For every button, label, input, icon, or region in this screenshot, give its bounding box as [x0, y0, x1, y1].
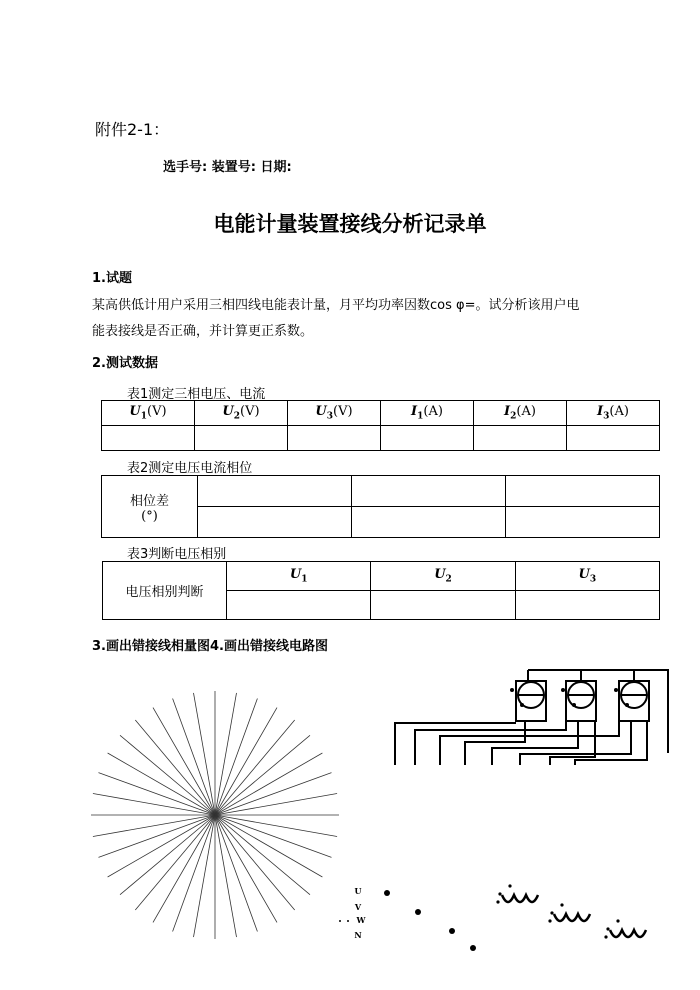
header-u1: $U_1(V)$ — [102, 401, 195, 426]
section-heading-test-data: 2.测试数据 — [92, 356, 158, 371]
wiring-diagram — [385, 660, 685, 780]
terminal-dot — [339, 920, 341, 922]
table1-caption: 表1测定三相电压、电流 — [127, 387, 266, 402]
terminal-markers — [330, 880, 660, 960]
header-i3: $I_3(A)$ — [567, 401, 660, 426]
table-voltage-current — [101, 400, 660, 451]
input-cell[interactable] — [102, 426, 195, 451]
phasor-diagram — [85, 680, 345, 950]
table-voltage-phase — [102, 561, 660, 620]
terminal-dot — [625, 703, 629, 707]
wire — [550, 721, 595, 765]
label-u: U — [354, 886, 362, 896]
header-i2: $I_2(A)$ — [474, 401, 567, 426]
label-v: V — [354, 902, 362, 912]
attachment-label: 附件2-1： — [95, 120, 170, 139]
table-header-row — [102, 401, 660, 426]
table-row — [102, 426, 660, 451]
wire — [465, 721, 525, 765]
section-heading-question: 1.试题 — [92, 271, 132, 286]
table-row — [102, 476, 660, 507]
terminal-dot — [347, 920, 349, 922]
current-terminal-glyphs — [502, 895, 646, 937]
input-cell[interactable] — [381, 426, 474, 451]
header-u3: $U_3(V)$ — [288, 401, 381, 426]
header-u1: $U_1$ — [227, 562, 371, 591]
header-u2: $U_2$ — [371, 562, 515, 591]
terminal-dot — [510, 688, 514, 692]
input-cell[interactable] — [288, 426, 381, 451]
terminal-dot — [572, 703, 576, 707]
meter-element — [619, 681, 649, 721]
header-i1: $I_1(A)$ — [381, 401, 474, 426]
input-cell[interactable] — [352, 507, 506, 538]
header-u3: $U_3$ — [515, 562, 659, 591]
row-label-unit: (°) — [141, 508, 158, 524]
label-w: W — [356, 915, 366, 925]
page-title: 电能计量装置接线分析记录单 — [213, 212, 487, 236]
contest-info: 选手号: 装置号: 日期: — [163, 160, 292, 175]
terminal-dot — [384, 890, 390, 896]
input-cell[interactable] — [515, 591, 659, 620]
header-u2: $U_2(V)$ — [195, 401, 288, 426]
terminal-dot — [415, 909, 421, 915]
terminal-dot — [561, 688, 565, 692]
input-cell[interactable] — [352, 476, 506, 507]
input-cell[interactable] — [195, 426, 288, 451]
table2-caption: 表2测定电压电流相位 — [127, 461, 253, 476]
input-cell[interactable] — [198, 476, 352, 507]
table-phase-difference — [101, 475, 660, 538]
table-row — [103, 562, 660, 591]
row-label-line: 相位差 — [129, 493, 169, 509]
input-cell[interactable] — [227, 591, 371, 620]
input-cell[interactable] — [198, 507, 352, 538]
terminal-dot — [614, 688, 618, 692]
terminal-dot — [449, 928, 455, 934]
input-cell[interactable] — [506, 476, 660, 507]
row-label-phase-diff — [102, 476, 198, 538]
question-line-2: 能表接线是否正确，并计算更正系数。 — [92, 324, 314, 339]
terminal-dot — [470, 945, 476, 951]
meter-element — [516, 681, 546, 721]
question-line-1: 某高供低计用户采用三相四线电能表计量，月平均功率因数cos φ=。试分析该用户电 — [92, 298, 580, 313]
meter-element — [566, 681, 596, 721]
wire — [520, 721, 631, 765]
terminal-dot — [520, 703, 524, 707]
section-heading-drawings: 3.画出错接线相量图4.画出错接线电路图 — [92, 639, 328, 654]
input-cell[interactable] — [506, 507, 660, 538]
label-n: N — [354, 930, 362, 940]
input-cell[interactable] — [474, 426, 567, 451]
row-label-phase-judge: 电压相别判断 — [103, 562, 227, 620]
wire — [575, 721, 647, 765]
input-cell[interactable] — [371, 591, 515, 620]
table3-caption: 表3判断电压相别 — [127, 547, 227, 562]
input-cell[interactable] — [567, 426, 660, 451]
